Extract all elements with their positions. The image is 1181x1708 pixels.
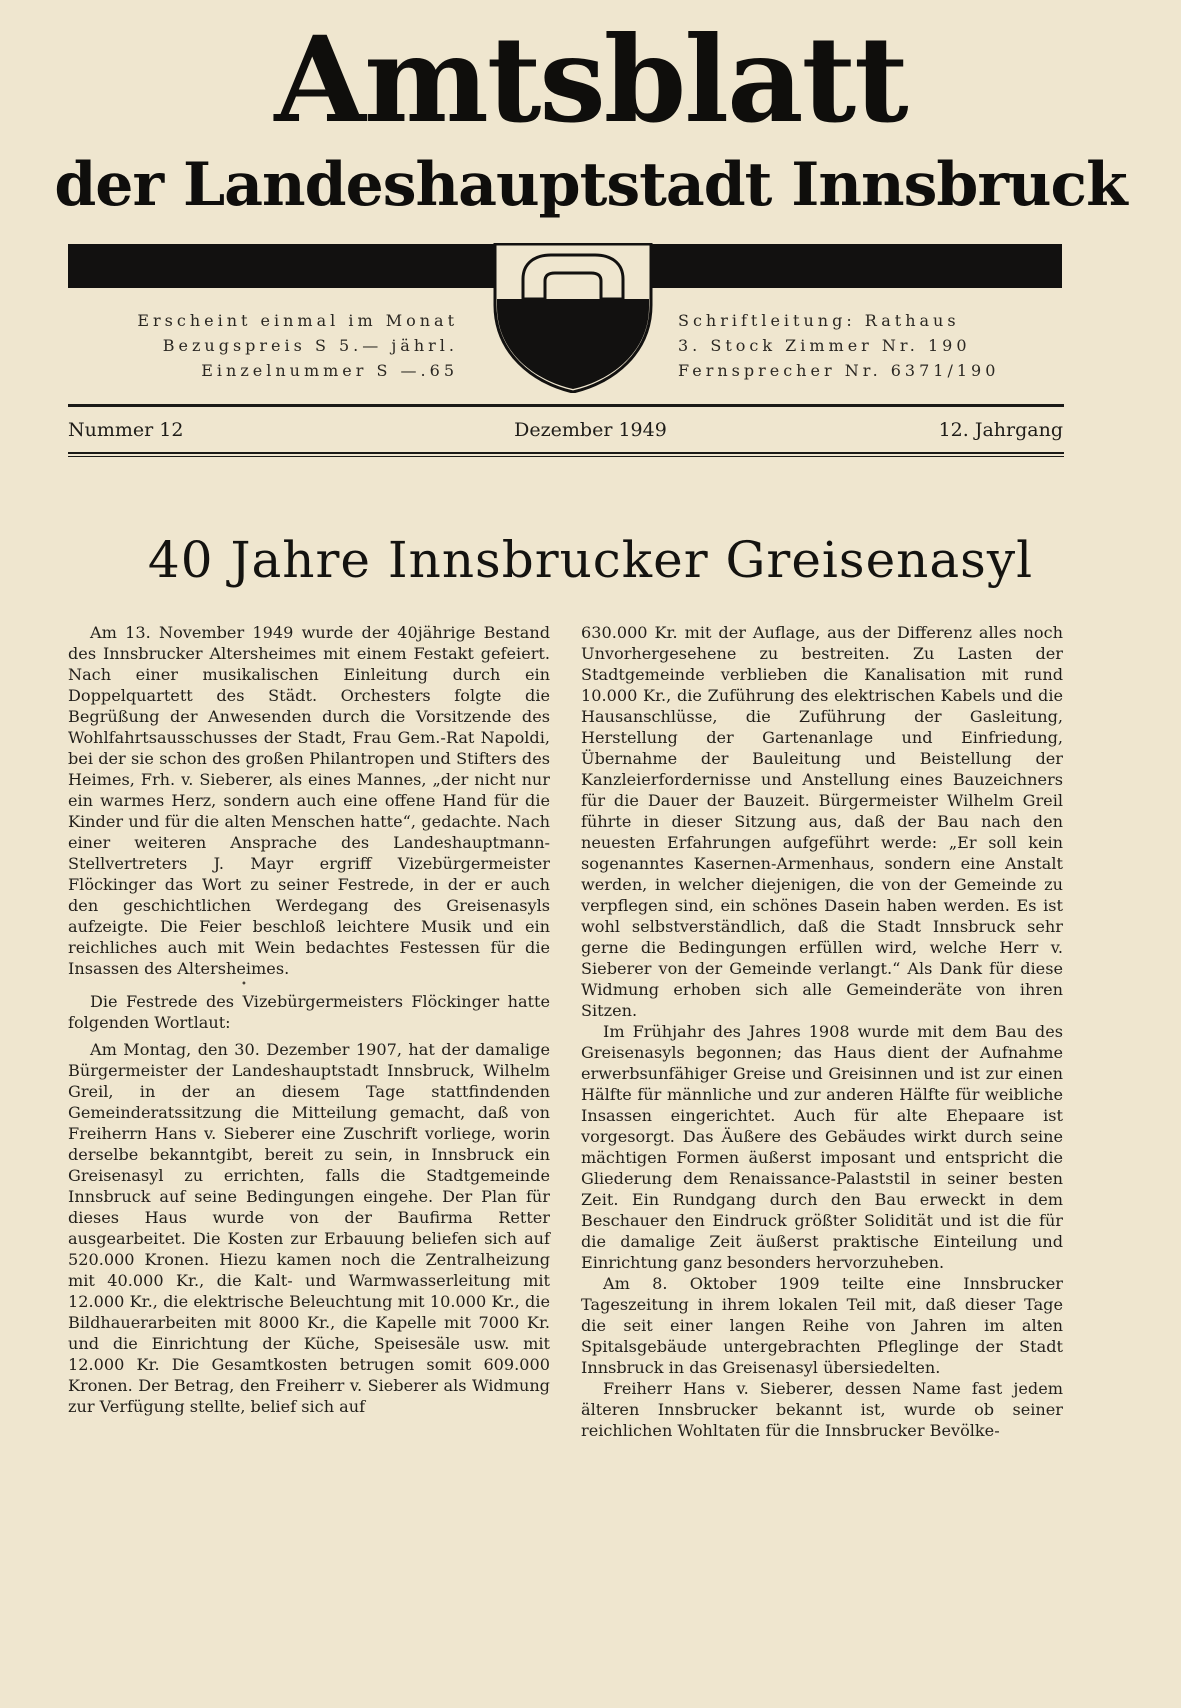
article-headline: 40 Jahre Innsbrucker Greisenasyl — [147, 531, 1034, 589]
issue-date: Dezember 1949 — [514, 419, 667, 441]
info-line: 3. Stock Zimmer Nr. 190 — [678, 336, 971, 355]
masthead-bar-right — [648, 244, 1062, 288]
article-paragraph: Am Montag, den 30. Dezember 1907, hat der damalige Bürgermeister der Landeshauptstadt Innsbruck, Wilhelm Greil, in der an diesem Tage stattfindenden Gemeinderatssitzung die Mitteilung gemacht, daß von Freiherrn Hans v. Sieberer eine Zuschrift vorliege, worin derselbe bekanntgibt, bereit zu sein, in Innsbruck ein Greisenasyl zu errichten, falls die Stadtgemeinde Innsbruck auf seine Bedingungen eingehe. Der Plan für dieses Haus wurde von der Baufirma Retter ausgearbeitet. Die Kosten zur Erbauung beliefen sich auf 520.000 Kronen. Hiezu kamen noch die Zentralheizung mit 40.000 Kr., die Kalt- und Warmwasserleitung mit 12.000 Kr., die elektrische Beleuchtung mit 10.000 Kr., die Bildhauerarbeiten mit 8000 Kr., die Kapelle mit 7000 Kr. und die Einrichtung der Küche, Speisesäle usw. mit 12.000 Kr. Die Gesamtkosten betrugen somit 609.000 Kronen. Der Betrag, den Freiherr v. Sieberer als Widmung zur Verfügung stellte, belief sich auf — [68, 1040, 550, 1416]
masthead-info-right — [678, 308, 1068, 383]
article-paragraph: 630.000 Kr. mit der Auflage, aus der Differenz alles noch Unvorhergesehene zu bestreiten. Zu Lasten der Stadtgemeinde verblieben die Kanalisation mit rund 10.000 Kr., die Zuführung des elektrischen Kabels und die Hausanschlüsse, die Zuführung der Gasleitung, Herstellung der Gartenanlage und Einfriedung, Übernahme der Bauleitung und Beistellung der Kanzleierfordernisse und Anstellung eines Bauzeichners für die Dauer der Bauzeit. Bürgermeister Wilhelm Greil führte in dieser Sitzung aus, daß der Bau nach den neuesten Erfahrungen aufgeführt werde: „Er soll kein sogenanntes Kasernen-Armenhaus, sondern eine Anstalt werden, in welcher diejenigen, die von der Gemeinde zu verpflegen sind, ein schönes Dasein haben werden. Es ist wohl selbstverständlich, daß die Stadt Innsbruck sehr gerne die Bedingungen erfüllen wird, welche Herr v. Sieberer von der Gemeinde verlangt.“ Als Dank für diese Widmung erhoben sich alle Gemeinderäte von ihren Sitzen. — [581, 623, 1063, 1020]
masthead-bar-left — [68, 244, 495, 288]
info-line: Erscheint einmal im Monat — [137, 311, 458, 330]
separator-dot: • — [241, 979, 247, 990]
innsbruck-coat-of-arms-icon — [493, 243, 653, 393]
article-column-right — [581, 622, 1063, 1441]
article-paragraph: Im Frühjahr des Jahres 1908 wurde mit dem Bau des Greisenasyls begonnen; das Haus dient der Aufnahme erwerbsunfähiger Greise und Greisinnen und ist zur einen Hälfte für männliche und zur anderen Hälfte für weibliche Insassen eingerichtet. Auch für alte Ehepaare ist vorgesorgt. Das Äußere des Gebäudes wirkt durch seine mächtigen Formen äußerst imposant und entspricht die Gliederung dem Renaissance-Palaststil in seiner besten Zeit. Ein Rundgang durch den Bau erweckt in dem Beschauer den Eindruck größter Solidität und ist die für die damalige Zeit äußerst praktische Einteilung und Einrichtung ganz besonders hervorzuheben. — [581, 1022, 1063, 1272]
divider — [68, 404, 1064, 407]
info-line: Fernsprecher Nr. 6371/190 — [678, 361, 1000, 380]
issue-number: Nummer 12 — [68, 419, 184, 441]
divider — [68, 452, 1064, 454]
info-line: Bezugspreis S 5.— jährl. — [162, 336, 458, 355]
article-column-left — [68, 622, 550, 1417]
masthead-subtitle: der Landeshauptstadt Innsbruck — [54, 150, 1127, 220]
article-paragraph: Am 13. November 1949 wurde der 40jährige Bestand des Innsbrucker Altersheimes mit einem Festakt gefeiert. Nach einer musikalischen Einleitung durch ein Doppelquartett des Städt. Orchesters folgte die Begrüßung der Anwesenden durch die Vorsitzende des Wohlfahrtsausschusses der Stadt, Frau Gem.-Rat Napoldi, bei der sie schon des großen Philantropen und Stifters des Heimes, Frh. v. Sieberer, als eines Mannes, „der nicht nur ein warmes Herz, sondern auch eine offene Hand für die Kinder und für die alten Menschen hatte“, gedachte. Nach einer weiteren Ansprache des Landeshauptmann-Stellvertreters J. Mayr ergriff Vizebürgermeister Flöckinger das Wort zu seiner Festrede, in der er auch den geschichtlichen Werdegang des Greisenasyls aufzeigte. Die Feier beschloß leichtere Musik und ein reichliches auch mit Wein bedachtes Festessen für die Insassen des Altersheimes. — [68, 623, 550, 978]
article-paragraph: Die Festrede des Vizebürgermeisters Flöckinger hatte folgenden Wortlaut: — [68, 992, 550, 1032]
info-line: Schriftleitung: Rathaus — [678, 311, 960, 330]
info-line: Einzelnummer S —.65 — [201, 361, 458, 380]
masthead-title: Amtsblatt — [274, 10, 907, 149]
issue-volume: 12. Jahrgang — [938, 419, 1063, 441]
divider — [68, 456, 1064, 457]
masthead-info-left — [68, 308, 458, 383]
article-paragraph: Freiherr Hans v. Sieberer, dessen Name fast jedem älteren Innsbrucker bekannt ist, wurde ob seiner reichlichen Wohltaten für die Innsbrucker Bevölke- — [581, 1379, 1063, 1440]
article-paragraph: Am 8. Oktober 1909 teilte eine Innsbrucker Tageszeitung in ihrem lokalen Teil mit, daß dieser Tage die seit einer langen Reihe von Jahren im alten Spitalsgebäude untergebrachten Pfleglinge der Stadt Innsbruck in das Greisenasyl übersiedelten. — [581, 1274, 1063, 1377]
